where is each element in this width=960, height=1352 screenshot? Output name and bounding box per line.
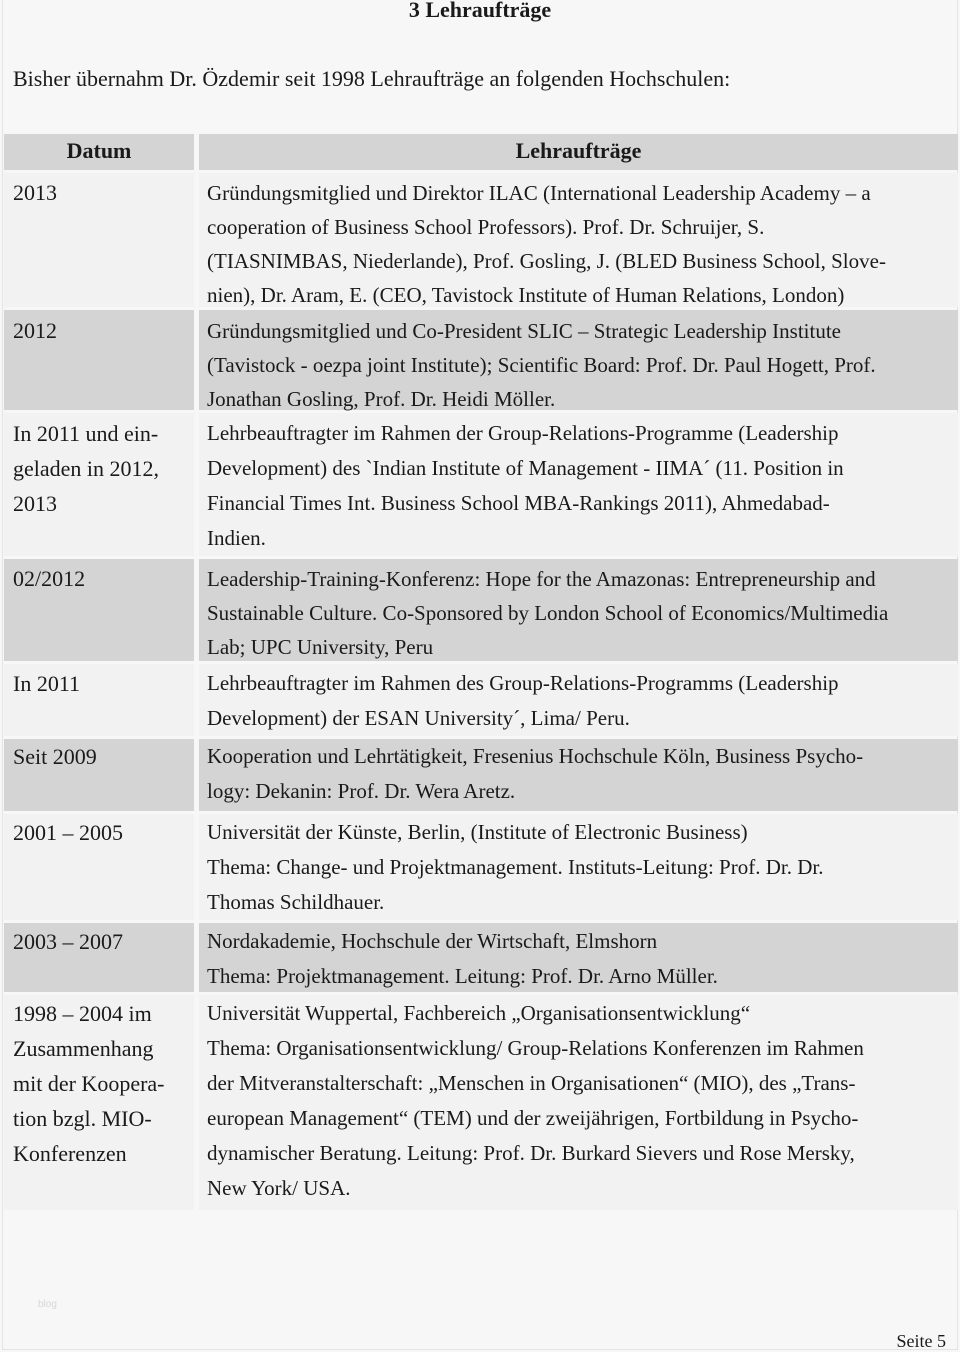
table-row [4, 413, 958, 556]
desc-line: european Management“ (TEM) und der zweijährigen, Fortbildung in Psycho- [207, 1106, 859, 1130]
desc-line: Thema: Projektmanagement. Leitung: Prof. Dr. Arno Müller. [207, 964, 718, 988]
desc-line: Universität der Künste, Berlin, (Institute of Electronic Business) [207, 820, 748, 844]
desc-line: der Mitveranstalterschaft: „Menschen in Organisationen“ (MIO), des „Trans- [207, 1071, 856, 1095]
row-date [4, 814, 194, 920]
desc-line: Gründungsmitglied und Direktor ILAC (International Leadership Academy – a [207, 181, 871, 205]
row-date [4, 664, 194, 736]
table-row [4, 923, 958, 992]
date-line: 2013 [13, 180, 57, 205]
date-line: 2001 – 2005 [13, 820, 123, 845]
table-row [4, 739, 958, 811]
desc-line: logy: Dekanin: Prof. Dr. Wera Aretz. [207, 779, 516, 803]
desc-line: dynamischer Beratung. Leitung: Prof. Dr. Burkard Sievers und Rose Mersky, [207, 1141, 855, 1165]
row-date [4, 173, 194, 307]
desc-line: nien), Dr. Aram, E. (CEO, Tavistock Institute of Human Relations, London) [207, 283, 845, 307]
row-description [199, 559, 958, 661]
row-date [4, 310, 194, 410]
date-line: geladen in 2012, [13, 456, 160, 481]
desc-line: Development) des `Indian Institute of Management - IIMA´ (11. Position in [207, 456, 844, 480]
row-date [4, 413, 194, 556]
desc-line: cooperation of Business School Professors). Prof. Dr. Schruijer, S. [207, 215, 765, 239]
row-description [199, 664, 958, 736]
desc-line: Thomas Schildhauer. [207, 890, 385, 914]
date-line: Zusammenhang [13, 1036, 154, 1061]
date-line: 1998 – 2004 im [13, 1001, 152, 1026]
table-header-row [4, 134, 958, 170]
table-row [4, 664, 958, 736]
desc-line: Thema: Organisationsentwicklung/ Group-Relations Konferenzen im Rahmen [207, 1036, 864, 1060]
desc-line: Kooperation und Lehrtätigkeit, Fresenius Hochschule Köln, Business Psycho- [207, 744, 864, 768]
table-row [4, 995, 958, 1210]
date-line: 2003 – 2007 [13, 929, 123, 954]
row-description [199, 814, 958, 920]
section-heading: 3 Lehraufträge [408, 0, 552, 22]
date-line: In 2011 und ein- [13, 421, 159, 446]
table-row [4, 814, 958, 920]
desc-line: Thema: Change- und Projektmanagement. Instituts-Leitung: Prof. Dr. Dr. [207, 855, 824, 879]
desc-line: New York/ USA. [207, 1176, 351, 1200]
desc-line: Lab; UPC University, Peru [207, 635, 434, 659]
row-description [199, 995, 958, 1210]
row-date [4, 559, 194, 661]
table-row [4, 173, 958, 307]
intro-paragraph: Bisher übernahm Dr. Özdemir seit 1998 Lehraufträge an folgenden Hochschulen: [13, 66, 731, 91]
desc-line: Nordakademie, Hochschule der Wirtschaft, Elmshorn [207, 929, 658, 953]
desc-line: Leadership-Training-Konferenz: Hope for the Amazonas: Entrepreneurship and [207, 567, 876, 591]
desc-line: Indien. [207, 526, 266, 550]
row-date [4, 739, 194, 811]
table-row [4, 559, 958, 661]
date-line: 02/2012 [13, 566, 86, 591]
date-line: In 2011 [13, 671, 81, 696]
date-line: Konferenzen [13, 1141, 127, 1166]
header-assignments: Lehraufträge [199, 134, 958, 170]
page-number: Seite 5 [896, 1331, 946, 1351]
watermark: blog [38, 1299, 57, 1310]
desc-line: Jonathan Gosling, Prof. Dr. Heidi Möller. [207, 387, 556, 411]
desc-line: Development) der ESAN University´, Lima/ Peru. [207, 706, 630, 730]
desc-line: Lehrbeauftragter im Rahmen des Group-Relations-Programms (Leadership [207, 671, 839, 695]
row-description [199, 413, 958, 556]
desc-line: Lehrbeauftragter im Rahmen der Group-Relations-Programme (Leadership [207, 421, 839, 445]
date-line: 2013 [13, 491, 57, 516]
desc-line: (TIASNIMBAS, Niederlande), Prof. Gosling, J. (BLED Business School, Slove- [207, 249, 886, 273]
desc-line: Universität Wuppertal, Fachbereich „Organisationsentwicklung“ [207, 1001, 751, 1025]
desc-line: Gründungsmitglied und Co-President SLIC – Strategic Leadership Institute [207, 319, 841, 343]
row-description [199, 923, 958, 992]
desc-line: (Tavistock - oezpa joint Institute); Scientific Board: Prof. Dr. Paul Hogett, Prof. [207, 353, 876, 377]
row-date [4, 995, 194, 1210]
assignments-table [4, 134, 958, 1213]
row-description [199, 310, 958, 410]
row-date [4, 923, 194, 992]
date-line: Seit 2009 [13, 744, 97, 769]
desc-line: Financial Times Int. Business School MBA-Rankings 2011), Ahmedabad- [207, 491, 830, 515]
row-description [199, 739, 958, 811]
desc-line: Sustainable Culture. Co-Sponsored by London School of Economics/Multimedia [207, 601, 889, 625]
date-line: mit der Koopera- [13, 1071, 165, 1096]
row-description [199, 173, 958, 307]
date-line: 2012 [13, 318, 57, 343]
date-line: tion bzgl. MIO- [13, 1106, 152, 1131]
table-row [4, 310, 958, 410]
header-date: Datum [4, 134, 194, 170]
